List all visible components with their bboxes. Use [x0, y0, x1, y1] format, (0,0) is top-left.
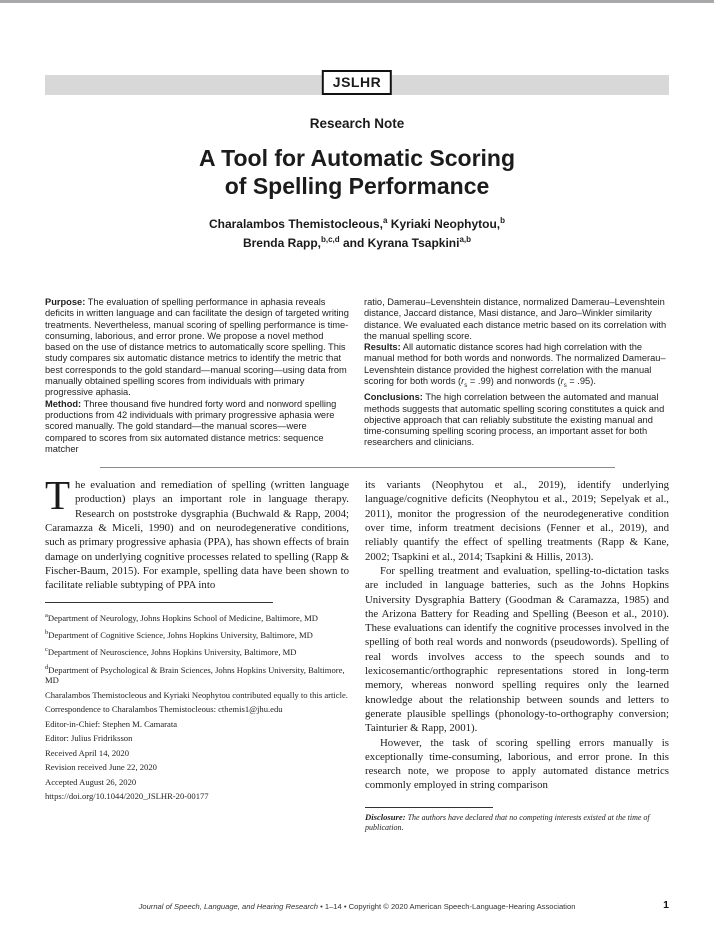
editor-in-chief: Editor-in-Chief: Stephen M. Camarata: [45, 718, 178, 729]
affiliation-c: $^c$Department of Neuroscience, Johns Hopkins University, Baltimore, MD: [45, 646, 297, 658]
journal-banner: [45, 75, 669, 95]
abstract-section: ratio, Damerau–Levenshtein distance, normalized Damerau–Levenshtein distance, Jaccard distance, Masi distance, and Jaro–Winkler similarity distance. We evaluated each distance metric based on its correlation with the manual spelling score.: [364, 297, 667, 341]
body-paragraph: However, the task of scoring spelling errors manually is exceptionally time-consuming, laborious, and error prone. In this research note, we propose to apply automated distance metrics commonly employed in string comparison: [365, 736, 669, 792]
footer-journal-name: Journal of Speech, Language, and Hearing Research: [138, 902, 318, 911]
disclosure-divider: [365, 807, 493, 808]
abstract-column-right: [364, 297, 669, 455]
article-type-label: Research Note: [309, 116, 405, 131]
correspondence-email[interactable]: Correspondence to Charalambos Themistocleous: cthemis1@jhu.edu: [45, 704, 283, 715]
disclosure-text: [365, 812, 669, 834]
contribution-note: Charalambos Themistocleous and Kyriaki Neophytou contributed equally to this article.: [45, 689, 348, 700]
abstract-section: Method: Three thousand five hundred forty word and nonword spelling productions from 42 individuals with primary progressive aphasia were scored manually. The gold standard—the manual scores—were compared to scores from six automated distance metrics: sequence matcher: [45, 398, 337, 454]
article-title-line2: of Spelling Performance: [224, 173, 490, 199]
abstract-section: Results: All automatic distance scores had high correlation with the manual method for both words and nonwords. The normalized Damerau–Levenshtein distance provided the highest correlation with the manual scoring for both words $(r_s = .99)$ and nonwords $(r_s = .95)$.: [364, 342, 666, 389]
abstract-column-left: [45, 297, 350, 455]
article-body: [45, 472, 669, 834]
author-line-2: Brenda Rapp,$^{b,c,d}$ and Kyrana Tsapkini$^{a,b}$: [242, 235, 472, 250]
editor: Editor: Julius Fridriksson: [45, 733, 133, 744]
affiliation-b: $^b$Department of Cognitive Science, Johns Hopkins University, Baltimore, MD: [45, 628, 313, 640]
disclosure-label: Disclosure:: [365, 811, 406, 822]
body-paragraph-text: he evaluation and remediation of spelling (written language production) plays an important role in language therapy. Research on poststroke dysgraphia (Buchwald & Rapp, 2004; Caramazza & Miceli, 1990) and on neurodegenerative conditions, such as primary progressive aphasia (PPA), has shown effects of brain damage on underlying cognitive processes related to spelling (Rapp & Fischer-Baum, 2015). For example, spelling data have been shown to facilitate reliable subtyping of PPA into: [45, 479, 349, 592]
body-column-left: [45, 472, 349, 834]
body-paragraph: For spelling treatment and evaluation, spelling-to-dictation tasks are included in language batteries, such as the Johns Hopkins University Dysgraphia Battery (Goodman & Caramazza, 1985) and the Arizona Battery for Reading and Spelling (Beeson et al., 2010). These evaluations can identify the cognitive processes involved in the spelling of both real words and nonwords (pseudowords). Spelling of real words involves access to the speech sounds and to lexicosemantic/orthographic representations stored in long-term memory, whereas nonword spelling requires only the learned knowledge about the relationship between sounds and letters to generate plausible spellings (phonology-to-orthography conversion; Tainturier & Rapp, 2001).: [365, 564, 669, 735]
article-title-line1: A Tool for Automatic Scoring: [198, 145, 516, 171]
disclosure-body: The authors have declared that no competing interests existed at the time of publication.: [365, 812, 650, 833]
journal-tag: JSLHR: [322, 70, 392, 95]
author-byline: [0, 213, 714, 251]
footnote-block: [45, 602, 349, 803]
footnote-divider: [45, 602, 273, 603]
body-column-right: [365, 478, 669, 834]
author-line-1: Charalambos Themistocleous,$^a$ Kyriaki Neophytou,$^b$: [208, 216, 506, 231]
body-paragraph: its variants (Neophytou et al., 2019), identify underlying language/cognitive deficits (Neophytou et al., 2019; Sepelyak et al., 2011), monitor the progression of the neurodegenerative condition over time, inform treatment decisions (Fenner et al., 2019), and reliably quantify the effect of spelling treatments (Rapp & Kane, 2002; Tsapkini et al., 2014; Tsapkini & Hillis, 2013).: [365, 479, 669, 563]
body-paragraph: [45, 472, 349, 592]
doi-link[interactable]: https://doi.org/10.1044/2020_JSLHR-20-00177: [45, 791, 209, 802]
page-top-edge: [0, 0, 714, 3]
article-title: [0, 144, 714, 200]
footnotes: [45, 610, 349, 803]
drop-cap: T: [45, 472, 71, 519]
revision-date: Revision received June 22, 2020: [45, 762, 157, 773]
affiliation-d: $^d$Department of Psychological & Brain Sciences, Johns Hopkins University, Baltimore, MD: [45, 663, 345, 686]
abstract-section: Conclusions: The high correlation between the automated and manual methods suggests that automatic spelling scoring constitutes a quick and objective approach that can reliably substitute the existing manual and time-consuming spelling scoring process, an important asset for both researchers and clinicians.: [364, 392, 665, 448]
disclosure-note: [365, 807, 669, 834]
footer-meta: • 1–14 • Copyright © 2020 American Speech-Language-Hearing Association: [317, 902, 576, 911]
received-date: Received April 14, 2020: [45, 747, 130, 758]
accepted-date: Accepted August 26, 2020: [45, 776, 137, 787]
abstract: [45, 297, 669, 455]
page-number: 1: [663, 899, 669, 911]
abstract-section: Purpose: The evaluation of spelling performance in aphasia reveals deficits in written language and can facilitate the design of targeted writing treatments. Nevertheless, manual scoring of spelling performance is time-consuming, laborious, and error prone. We propose a novel method based on the use of distance metrics to automatically score spelling. This study compares six automatic distance metrics to identify the metric that best corresponds to the gold standard—manual scoring—using data from manually obtained spelling scores from individuals with primary progressive aphasia.: [45, 297, 349, 398]
page-footer: [45, 899, 669, 911]
affiliation-a: $^a$Department of Neurology, Johns Hopkins School of Medicine, Baltimore, MD: [45, 611, 318, 623]
abstract-divider: [100, 467, 615, 468]
